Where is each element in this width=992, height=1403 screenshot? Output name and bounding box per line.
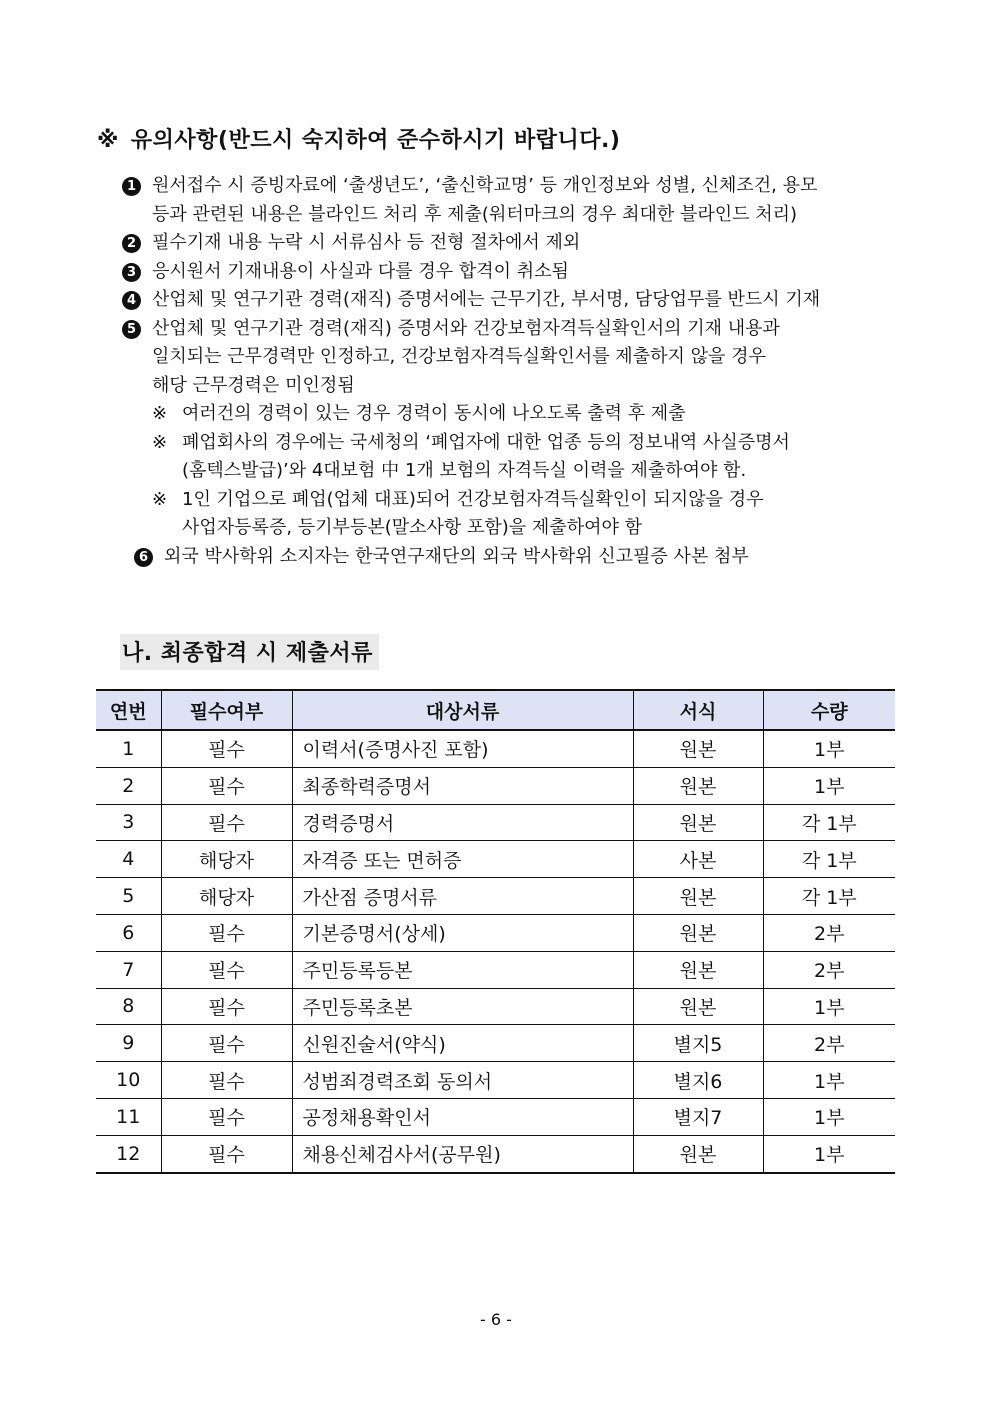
notice-item-1: [122, 172, 902, 229]
number-badge-icon: 6: [134, 548, 153, 567]
cell-number: 7: [96, 951, 161, 988]
sub-note-line: 1인 기업으로 폐업(업체 대표)되어 건강보험자격득실확인이 되지않을 경우: [182, 488, 764, 510]
cell-number: 11: [96, 1098, 161, 1135]
cell-quantity: 각 1부: [763, 878, 895, 915]
cell-format: 원본: [633, 988, 763, 1025]
table-row: [96, 1025, 895, 1062]
notice-line: 응시원서 기재내용이 사실과 다를 경우 합격이 취소됨: [152, 260, 569, 282]
sub-note-2: [152, 429, 902, 486]
number-badge-icon: 5: [122, 320, 141, 339]
cell-number: 3: [96, 804, 161, 841]
sub-note-line: 사업자등록증, 등기부등본(말소사항 포함)을 제출하여야 함: [182, 517, 642, 538]
reference-mark: ※: [152, 488, 168, 510]
table-row: [96, 878, 895, 915]
cell-document: 가산점 증명서류: [292, 878, 633, 915]
column-header-document: 대상서류: [292, 690, 633, 730]
cell-format: 원본: [633, 1135, 763, 1172]
table-row: [96, 767, 895, 804]
cell-required: 해당자: [161, 878, 292, 915]
cell-quantity: 1부: [763, 988, 895, 1025]
cell-required: 필수: [161, 1062, 292, 1099]
number-badge-icon: 4: [122, 291, 141, 310]
section-title: 나. 최종합격 시 제출서류: [120, 634, 379, 670]
notice-item-4: [122, 286, 902, 315]
cell-format: 별지6: [633, 1062, 763, 1099]
cell-required: 필수: [161, 951, 292, 988]
cell-quantity: 1부: [763, 730, 895, 767]
cell-document: 자격증 또는 면허증: [292, 841, 633, 878]
cell-document: 주민등록초본: [292, 988, 633, 1025]
cell-document: 성범죄경력조회 동의서: [292, 1062, 633, 1099]
sub-note-line: 여러건의 경력이 있는 경우 경력이 동시에 나오도록 출력 후 제출: [182, 403, 686, 424]
column-header-required: 필수여부: [161, 690, 292, 730]
cell-required: 필수: [161, 730, 292, 767]
cell-format: 별지5: [633, 1025, 763, 1062]
number-badge-icon: 2: [122, 234, 141, 253]
notice-line: 해당 근무경력은 미인정됨: [152, 374, 355, 396]
cell-quantity: 1부: [763, 1098, 895, 1135]
cell-quantity: 각 1부: [763, 841, 895, 878]
notice-line: 산업체 및 연구기관 경력(재직) 증명서와 건강보험자격득실확인서의 기재 내용과: [152, 317, 780, 339]
page-number: - 6 -: [480, 1310, 512, 1329]
cell-format: 원본: [633, 914, 763, 951]
sub-note-line: (홈텍스발급)’와 4대보험 中 1개 보험의 자격득실 이력을 제출하여야 함.: [182, 460, 747, 481]
cell-document: 신원진술서(약식): [292, 1025, 633, 1062]
cell-format: 원본: [633, 767, 763, 804]
cell-document: 공정채용확인서: [292, 1098, 633, 1135]
column-header-format: 서식: [633, 690, 763, 730]
notice-line: 일치되는 근무경력만 인정하고, 건강보험자격득실확인서를 제출하지 않을 경우: [152, 346, 766, 367]
cell-required: 필수: [161, 1135, 292, 1172]
cell-number: 6: [96, 914, 161, 951]
cell-document: 채용신체검사서(공무원): [292, 1135, 633, 1172]
cell-quantity: 2부: [763, 951, 895, 988]
cell-number: 5: [96, 878, 161, 915]
cell-format: 원본: [633, 878, 763, 915]
number-badge-icon: 1: [122, 177, 141, 196]
cell-format: 원본: [633, 730, 763, 767]
cell-quantity: 2부: [763, 1025, 895, 1062]
table-header-row: [96, 690, 895, 730]
sub-note-1: [152, 400, 902, 429]
cell-format: 사본: [633, 841, 763, 878]
notice-line: 원서접수 시 증빙자료에 ‘출생년도’, ‘출신학교명’ 등 개인정보와 성별, 신체조건, 용모: [152, 175, 818, 196]
cell-required: 해당자: [161, 841, 292, 878]
table-row: [96, 730, 895, 767]
cell-format: 원본: [633, 804, 763, 841]
cell-number: 1: [96, 730, 161, 767]
table-row: [96, 841, 895, 878]
cell-document: 주민등록등본: [292, 951, 633, 988]
table-row: [96, 1098, 895, 1135]
notice-list: [122, 172, 902, 571]
table-row: [96, 1062, 895, 1099]
cell-quantity: 1부: [763, 1135, 895, 1172]
notice-line: 필수기재 내용 누락 시 서류심사 등 전형 절차에서 제외: [152, 232, 581, 253]
reference-mark: ※: [97, 128, 119, 153]
cell-number: 2: [96, 767, 161, 804]
cell-required: 필수: [161, 804, 292, 841]
table-row: [96, 914, 895, 951]
notice-item-3: [122, 258, 902, 287]
notice-item-2: [122, 229, 902, 258]
notice-title-text: 유의사항(반드시 숙지하여 준수하시기 바랍니다.): [130, 128, 621, 153]
sub-note-line: 폐업회사의 경우에는 국세청의 ‘폐업자에 대한 업종 등의 정보내역 사실증명서: [182, 431, 790, 453]
reference-mark: ※: [152, 403, 168, 424]
notice-item-6: [134, 543, 902, 572]
sub-note-3: [152, 486, 902, 543]
cell-number: 10: [96, 1062, 161, 1099]
cell-number: 4: [96, 841, 161, 878]
notice-item-5: [122, 315, 902, 401]
table-body: [96, 730, 895, 1173]
column-header-number: 연번: [96, 690, 161, 730]
table-row: [96, 951, 895, 988]
cell-number: 8: [96, 988, 161, 1025]
column-header-quantity: 수량: [763, 690, 895, 730]
cell-number: 12: [96, 1135, 161, 1172]
cell-document: 최종학력증명서: [292, 767, 633, 804]
cell-document: 이력서(증명사진 포함): [292, 730, 633, 767]
number-badge-icon: 3: [122, 263, 141, 282]
notice-line: 외국 박사학위 소지자는 한국연구재단의 외국 박사학위 신고필증 사본 첨부: [164, 545, 749, 567]
cell-format: 별지7: [633, 1098, 763, 1135]
cell-number: 9: [96, 1025, 161, 1062]
cell-required: 필수: [161, 1025, 292, 1062]
cell-format: 원본: [633, 951, 763, 988]
notice-title: [97, 123, 620, 154]
cell-document: 경력증명서: [292, 804, 633, 841]
table-row: [96, 804, 895, 841]
cell-quantity: 1부: [763, 767, 895, 804]
notice-line: 산업체 및 연구기관 경력(재직) 증명서에는 근무기간, 부서명, 담당업무를 반드시 기재: [152, 289, 821, 310]
documents-table: [96, 689, 895, 1174]
reference-mark: ※: [152, 431, 168, 453]
cell-required: 필수: [161, 988, 292, 1025]
cell-required: 필수: [161, 1098, 292, 1135]
cell-document: 기본증명서(상세): [292, 914, 633, 951]
cell-required: 필수: [161, 914, 292, 951]
notice-line: 등과 관련된 내용은 블라인드 처리 후 제출(워터마크의 경우 최대한 블라인드 처리): [152, 203, 798, 225]
table-row: [96, 988, 895, 1025]
cell-quantity: 2부: [763, 914, 895, 951]
cell-quantity: 1부: [763, 1062, 895, 1099]
table-row: [96, 1135, 895, 1172]
cell-required: 필수: [161, 767, 292, 804]
cell-quantity: 각 1부: [763, 804, 895, 841]
